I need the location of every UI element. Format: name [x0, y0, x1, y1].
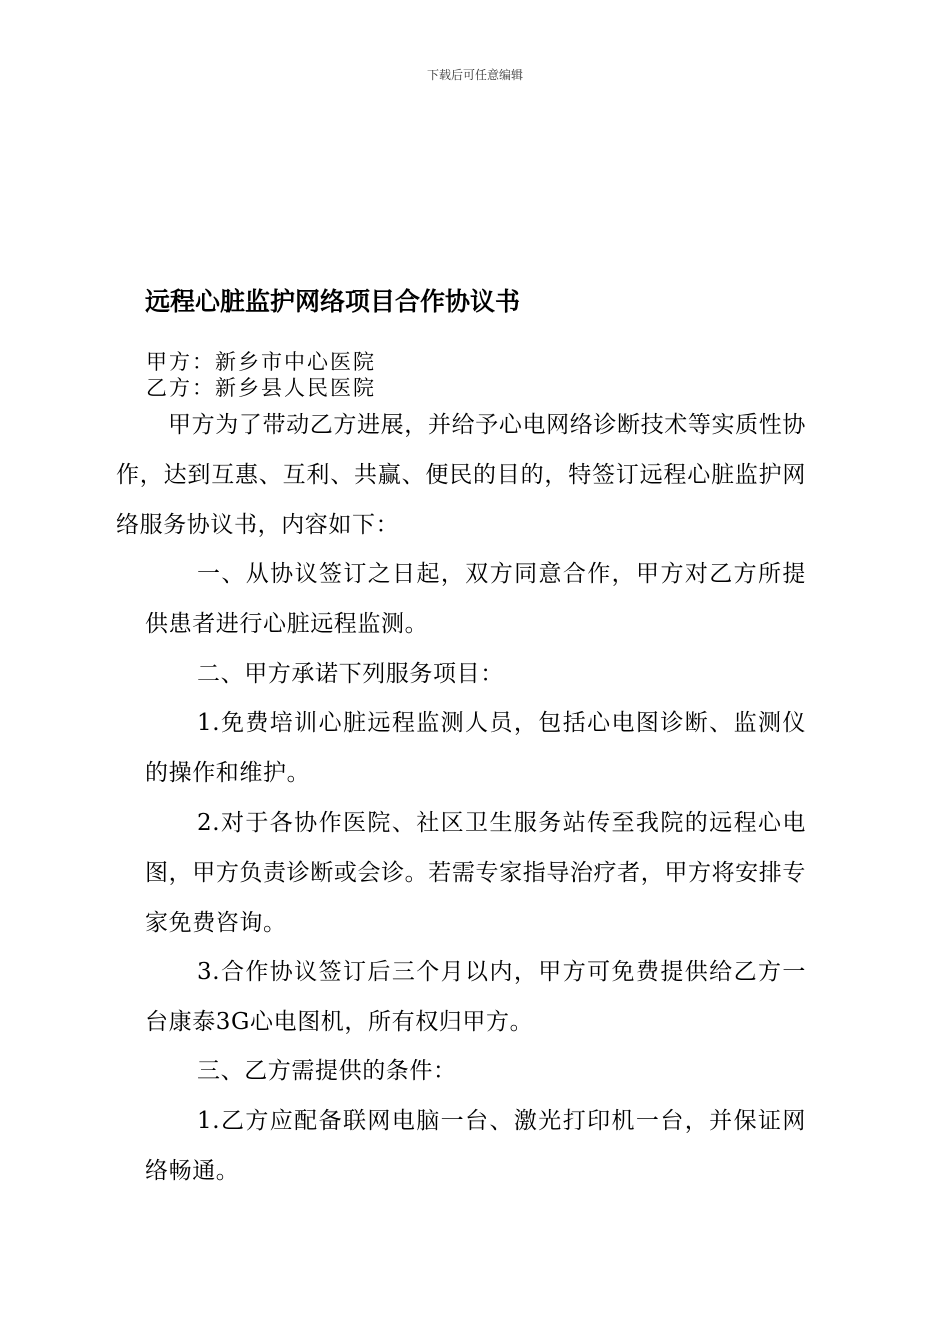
paragraph-service-1: 1.免费培训心脏远程监测人员，包括心电图诊断、监测仪的操作和维护。: [145, 710, 806, 786]
header-note: 下载后可任意编辑: [426, 68, 523, 82]
party-b: 乙方：新乡县人民医院: [146, 376, 376, 400]
paragraph-condition-1: 1.乙方应配备联网电脑一台、激光打印机一台，并保证网络畅通。: [145, 1108, 806, 1184]
paragraph-intro: 甲方为了带动乙方进展，并给予心电网络诊断技术等实质性协作，达到互惠、互利、共赢、便民的目的，特签订远程心脏监护网络服务协议书，内容如下：: [116, 412, 806, 538]
party-a: 甲方：新乡市中心医院: [146, 350, 376, 374]
paragraph-clause-2-heading: 二、甲方承诺下列服务项目：: [197, 661, 504, 687]
paragraph-service-2: 2.对于各协作医院、社区卫生服务站传至我院的远程心电图，甲方负责诊断或会诊。若需专家指导治疗者，甲方将安排专家免费咨询。: [145, 810, 806, 936]
document-title: 远程心脏监护网络项目合作协议书: [145, 287, 521, 316]
paragraph-clause-3-heading: 三、乙方需提供的条件：: [197, 1058, 457, 1084]
paragraph-service-3: 3.合作协议签订后三个月以内，甲方可免费提供给乙方一台康泰3G心电图机，所有权归甲方。: [145, 959, 806, 1035]
paragraph-clause-1: 一、从协议签订之日起，双方同意合作，甲方对乙方所提供患者进行心脏远程监测。: [145, 561, 806, 637]
